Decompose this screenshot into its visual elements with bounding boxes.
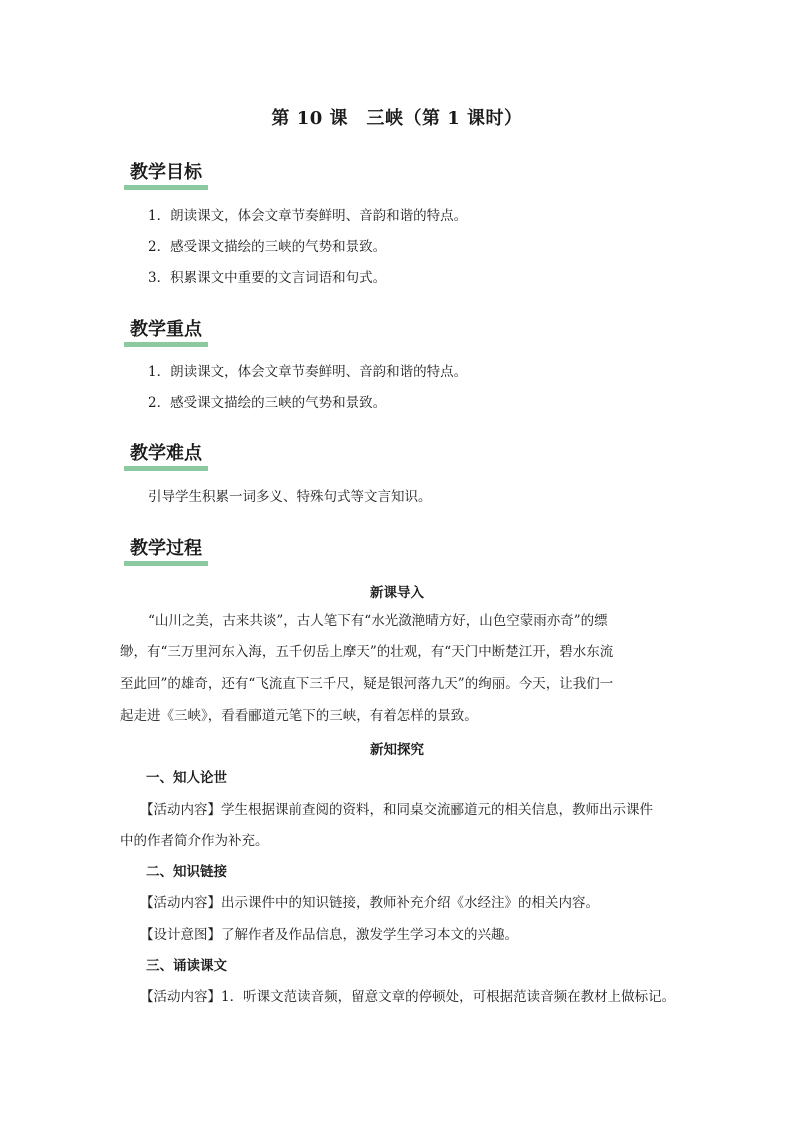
intro-line-3: 至此回”的雄奇，还有“飞流直下三千尺，疑是银河落九天”的绚丽。今天，让我们一	[120, 676, 614, 692]
key-point-item-2: 2．感受课文描绘的三峡的气势和景致。	[148, 395, 387, 411]
objective-item-2: 2．感受课文描绘的三峡的气势和景致。	[148, 239, 387, 255]
heading-underline	[124, 342, 208, 347]
objective-item-1: 1．朗读课文，体会文章节奏鲜明、音韵和谐的特点。	[148, 208, 468, 224]
process-heading: 教学过程	[124, 538, 206, 562]
objectives-heading: 教学目标	[124, 162, 206, 186]
part1-title: 一、知人论世	[146, 770, 227, 786]
part1-activity-line-1: 【活动内容】学生根据课前查阅的资料，和同桌交流郦道元的相关信息，教师出示课件	[140, 802, 653, 818]
lesson-title: 第 10 课 三峡（第 1 课时）	[271, 108, 523, 129]
difficulties-text: 引导学生积累一词多义、特殊句式等文言知识。	[148, 489, 432, 505]
explore-title: 新知探究	[370, 742, 424, 758]
part1-activity-line-2: 中的作者简介作为补充。	[120, 833, 269, 849]
objective-item-3: 3．积累课文中重要的文言词语和句式。	[148, 270, 387, 286]
part3-activity: 【活动内容】1．听课文范读音频，留意文章的停顿处，可根据范读音频在教材上做标记。	[140, 989, 676, 1005]
part2-title: 二、知识链接	[146, 864, 227, 880]
part2-activity: 【活动内容】出示课件中的知识链接，教师补充介绍《水经注》的相关内容。	[140, 895, 599, 911]
part2-design: 【设计意图】了解作者及作品信息，激发学生学习本文的兴趣。	[140, 927, 518, 943]
heading-underline	[124, 185, 208, 190]
key-points-heading: 教学重点	[124, 319, 206, 343]
intro-line-4: 起走进《三峡》，看看郦道元笔下的三峡，有着怎样的景致。	[120, 708, 478, 724]
intro-line-2: 缈，有“三万里河东入海，五千仞岳上摩天”的壮观，有“天门中断楚江开，碧水东流	[120, 644, 614, 660]
intro-line-1: “山川之美，古来共谈”，古人笔下有“水光潋滟晴方好，山色空蒙雨亦奇”的缥	[148, 613, 608, 629]
heading-underline	[124, 466, 208, 471]
difficulties-heading: 教学难点	[124, 443, 206, 467]
intro-title: 新课导入	[370, 585, 424, 601]
key-point-item-1: 1．朗读课文，体会文章节奏鲜明、音韵和谐的特点。	[148, 364, 468, 380]
part3-title: 三、诵读课文	[146, 958, 227, 974]
heading-underline	[124, 561, 208, 566]
